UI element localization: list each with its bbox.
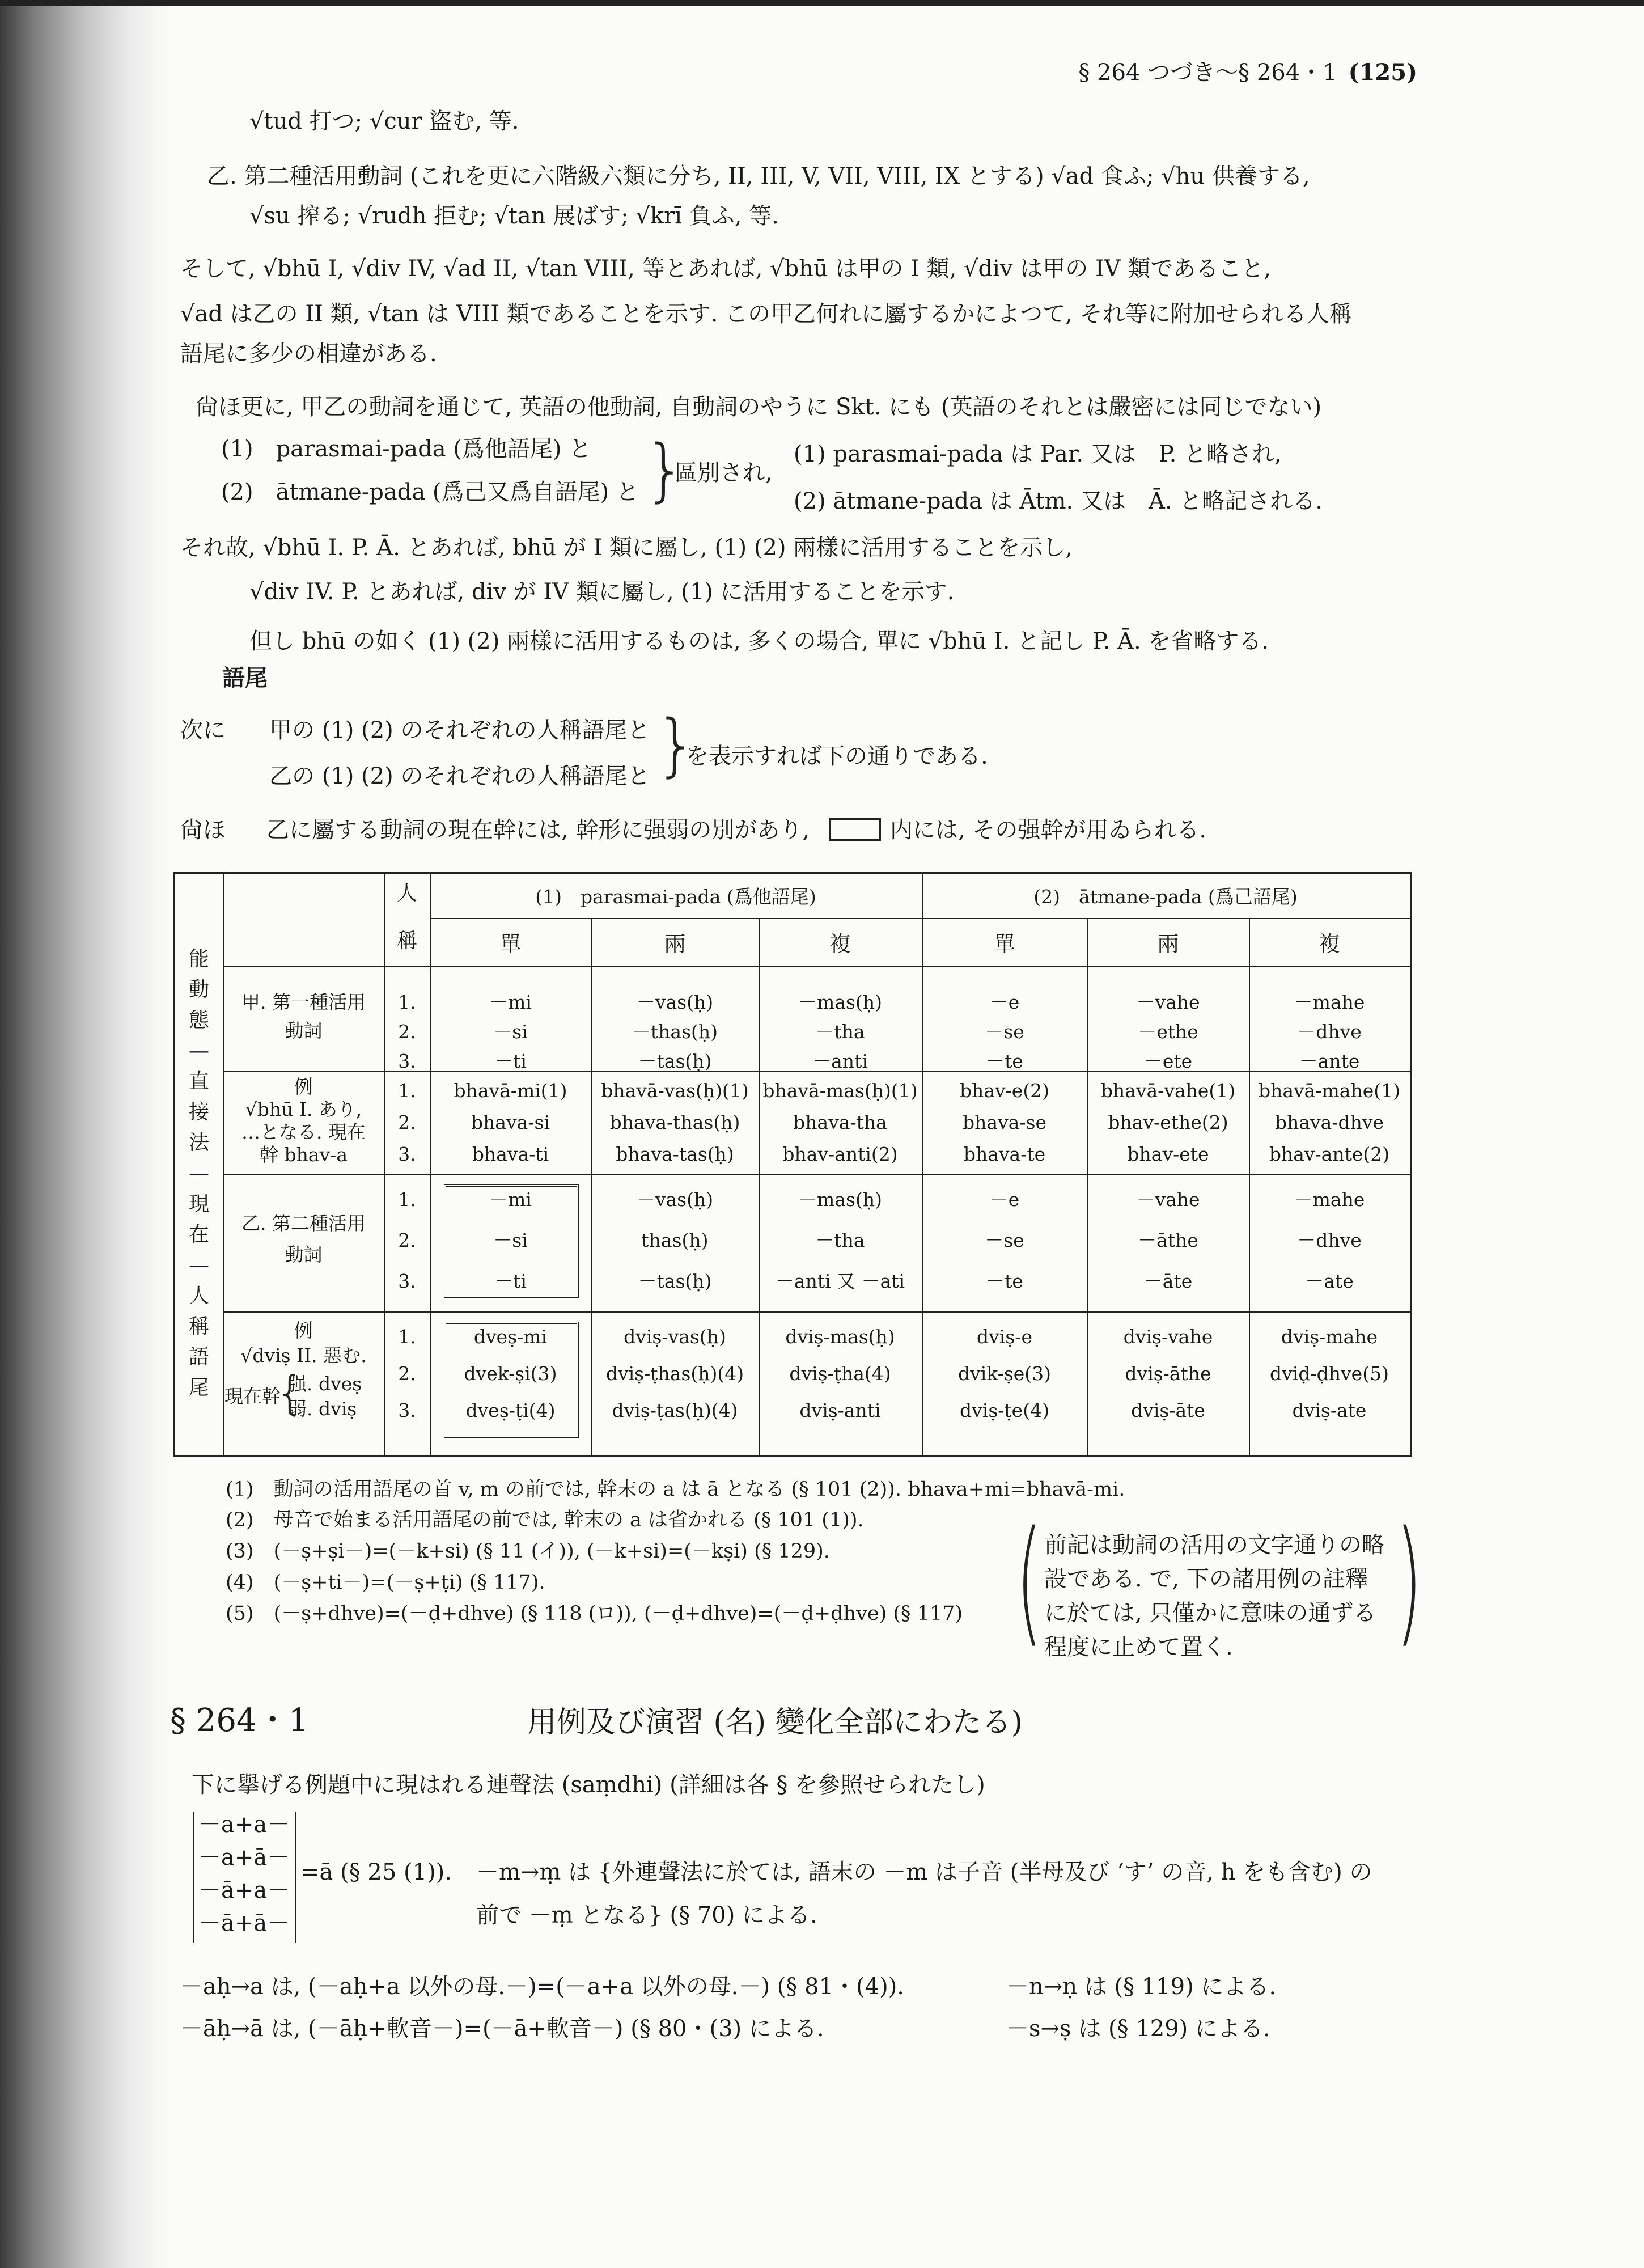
table-cell: bhava-se	[963, 1111, 1046, 1133]
table-cell: －āthe	[1138, 1229, 1198, 1251]
table-cell: dviṣ-ṭha(4)	[789, 1363, 891, 1385]
footnote: (5) (－ṣ+dhve)=(－ḍ+dhve) (§ 118 (ロ)), (－ḍ+dhve)=(－ḍ+ḍhve) (§ 117)	[226, 1602, 963, 1625]
samdhi-intro: 下に擧げる例題中に現はれる連聲法 (saṃdhi) (詳細は各 § を參照せられたし)	[192, 1772, 985, 1798]
table-cell: bhava-tas(ḥ)	[616, 1143, 734, 1165]
table-cell: －ti	[494, 1050, 527, 1072]
row-label: √dviṣ II. 惡む.	[240, 1344, 367, 1366]
top-rule	[0, 0, 1644, 6]
table-cell: thas(ḥ)	[641, 1229, 709, 1251]
person-number: 3.	[398, 1399, 416, 1421]
group-header: (2) ātmane-pada (爲己語尾)	[1033, 886, 1298, 908]
table-cell: bhava-si	[471, 1111, 550, 1133]
table-cell: －dhve	[1297, 1229, 1362, 1251]
text-line: それ故, √bhū I. P. Ā. とあれば, bhū が I 類に屬し, (1) (2) 兩樣に活用することを示し,	[180, 535, 1073, 561]
table-cell: －te	[986, 1270, 1023, 1292]
table-cell: dviḍ-ḍhve(5)	[1270, 1363, 1389, 1385]
vowel-rule: －ā+a－	[198, 1877, 290, 1903]
row-label: 現在幹	[224, 1385, 281, 1407]
table-cell: －tha	[815, 1021, 865, 1043]
header-section: § 264 つづき〜§ 264・1	[1078, 60, 1337, 86]
brace: }	[643, 431, 687, 510]
text-line: 語尾に多少の相違がある.	[180, 341, 437, 367]
side-label-char: 人	[188, 1284, 209, 1308]
table-cell: －e	[989, 1188, 1020, 1211]
table-cell: dveṣ-mi	[473, 1326, 548, 1348]
person-number: 1.	[398, 991, 416, 1013]
table-cell: －te	[986, 1050, 1023, 1072]
table-cell: －mas(ḥ)	[798, 991, 882, 1013]
table-rule	[223, 1311, 1410, 1313]
table-cell: bhava-dhve	[1274, 1111, 1384, 1133]
table-cell: bhava-tha	[793, 1111, 887, 1133]
section-title: 用例及び演習 (名) 變化全部にわたる)	[527, 1706, 1023, 1740]
side-label-char: —	[189, 1254, 209, 1277]
number-header: 單	[993, 932, 1015, 957]
footnote: (2) 母音で始まる活用語尾の前では, 幹末の a は省かれる (§ 101 (1)).	[226, 1509, 864, 1531]
brace: )	[1396, 1501, 1422, 1660]
text-line: √tud 打つ; √cur 盜む, 等.	[249, 108, 519, 134]
number-header: 單	[499, 932, 522, 957]
text-line: √ad は乙の II 類, √tan は VIII 類であることを示す. この甲乙何れに屬するかによつて, それ等に附加せられる人稱	[180, 301, 1352, 327]
table-rule	[430, 918, 1410, 919]
text-line: √div IV. P. とあれば, div が IV 類に屬し, (1) に活用することを示す.	[249, 579, 955, 605]
text-line: 乙の (1) (2) のそれぞれの人稱語尾と	[269, 763, 650, 789]
table-cell: bhavā-mahe(1)	[1258, 1080, 1400, 1102]
endings-heading: 語尾	[222, 665, 268, 691]
footnote: (4) (－ṣ+ti－)=(－ṣ+ṭi) (§ 117).	[226, 1571, 545, 1594]
table-cell: －mi	[489, 991, 532, 1013]
footnote: (1) 動詞の活用語尾の首 v, m の前では, 幹末の a は ā となる (§ 101 (2)). bhava+mi=bhavā-mi.	[226, 1478, 1125, 1501]
text-line: 内には, その强幹が用ゐられる.	[890, 817, 1207, 843]
side-label-char: 能	[188, 947, 209, 971]
note-line: 設である. で, 下の諸用例の註釋	[1044, 1566, 1368, 1592]
table-cell: －ethe	[1138, 1021, 1198, 1043]
table-cell: －ante	[1299, 1050, 1360, 1072]
table-cell: dviṣ-ṭe(4)	[960, 1399, 1049, 1421]
table-cell: －si	[493, 1229, 528, 1251]
strong-stem-box-symbol	[829, 818, 881, 841]
table-cell: bhava-ti	[472, 1143, 549, 1165]
text-line: (2) ātmane-pada (爲己又爲自語尾) と	[221, 479, 639, 505]
side-label-char: —	[189, 1039, 209, 1063]
rule-bracket	[193, 1812, 194, 1943]
text-line: 乙. 第二種活用動詞 (これを更に六階級六類に分ち, II, III, V, VII, VIII, IX とする) √ad 食ふ; √hu 供養する,	[207, 163, 1310, 189]
table-cell: bhav-e(2)	[959, 1080, 1050, 1102]
rule-line: －aḥ→a は, (－aḥ+a 以外の母.－)=(－a+a 以外の母.－) (§ 81・(4)).	[180, 1974, 905, 2000]
note-line: に於ては, 只僅かに意味の通ずる	[1044, 1600, 1376, 1626]
side-label-char: —	[189, 1162, 209, 1185]
side-label-char: 現	[188, 1192, 209, 1216]
side-label-char: 稱	[188, 1315, 209, 1338]
vowel-result: =ā (§ 25 (1)).	[300, 1859, 452, 1885]
table-cell: －tha	[815, 1229, 865, 1251]
table-cell: dviṣ-mahe	[1281, 1326, 1378, 1348]
table-cell: －vas(ḥ)	[636, 1188, 714, 1211]
text-line: を表示すれば下の通りである.	[686, 743, 988, 769]
table-cell: －si	[493, 1021, 528, 1043]
table-cell: bhava-thas(ḥ)	[609, 1111, 740, 1133]
text-line: (1) parasmai-pada は Par. 又は P. と略され,	[794, 441, 1282, 467]
conjugation-table	[173, 872, 1412, 1457]
table-rule	[223, 1174, 1410, 1175]
side-label-char: 在	[188, 1223, 209, 1246]
table-cell: dviṣ-anti	[799, 1399, 881, 1421]
row-label: √bhū I. あり,	[245, 1098, 362, 1120]
text-line: 但し bhū の如く (1) (2) 兩樣に活用するものは, 多くの場合, 單に √bhū I. と記し P. Ā. を省略する.	[249, 628, 1269, 654]
row-label: 幹 bhav-a	[259, 1144, 348, 1166]
table-cell: －ete	[1143, 1050, 1193, 1072]
row-label: 動詞	[285, 1019, 323, 1042]
table-cell: －vahe	[1136, 1188, 1200, 1211]
table-cell: bhav-ete	[1127, 1143, 1209, 1165]
group-header: (1) parasmai-pada (爲他語尾)	[535, 886, 816, 908]
brace: }	[655, 706, 698, 785]
table-cell: －mi	[489, 1188, 532, 1211]
table-cell: dviṣ-vahe	[1123, 1326, 1213, 1348]
brace: (	[1016, 1501, 1043, 1660]
table-cell: －se	[985, 1229, 1024, 1251]
table-cell: bhav-ethe(2)	[1108, 1111, 1228, 1133]
table-cell: －dhve	[1297, 1021, 1362, 1043]
number-header: 複	[829, 932, 851, 957]
row-label: 例	[294, 1076, 313, 1098]
side-label-char: 直	[188, 1070, 209, 1093]
text-line: 乙に屬する動詞の現在幹には, 幹形に强弱の別があり,	[266, 817, 810, 843]
number-header: 複	[1318, 932, 1340, 957]
table-cell: dviṣ-vas(ḥ)	[624, 1326, 726, 1348]
text-line: そして, √bhū I, √div IV, √ad II, √tan VIII, 等とあれば, √bhū は甲の I 類, √div は甲の IV 類であること,	[180, 256, 1272, 282]
rule-line: －āḥ→ā は, (－āḥ+軟音－)=(－ā+軟音－) (§ 80・(3) による.	[180, 2016, 824, 2042]
row-label: 弱. dviṣ	[288, 1398, 357, 1420]
table-cell: －mahe	[1294, 991, 1365, 1013]
person-number: 2.	[398, 1021, 416, 1043]
table-cell: dvek-ṣi(3)	[464, 1363, 557, 1385]
table-rule	[223, 966, 1410, 967]
person-number: 2.	[398, 1111, 416, 1133]
text-line: √su 搾る; √rudh 拒む; √tan 展ばす; √krī 負ふ, 等.	[249, 203, 779, 229]
person-number: 1.	[398, 1080, 416, 1102]
table-cell: dveṣ-ṭi(4)	[465, 1399, 556, 1421]
text-line: 尙ほ	[180, 817, 226, 843]
table-cell: bhavā-mi(1)	[454, 1080, 567, 1102]
table-cell: bhav-ante(2)	[1269, 1143, 1390, 1165]
m-rule: －m→ṃ は {外連聲法に於ては, 語末の －m は子音 (半母及び ‘す’ の音, h をも含む) の	[476, 1859, 1372, 1885]
table-cell: －āte	[1143, 1270, 1193, 1292]
row-label: 乙. 第二種活用	[241, 1212, 366, 1234]
vowel-rule: －ā+ā－	[198, 1910, 290, 1936]
table-cell: dviṣ-ate	[1292, 1399, 1367, 1421]
table-cell: bhav-anti(2)	[782, 1143, 898, 1165]
table-cell: dviṣ-ṭas(ḥ)(4)	[612, 1399, 738, 1421]
table-cell: dviṣ-mas(ḥ)	[785, 1326, 895, 1348]
person-number: 1.	[398, 1188, 416, 1211]
person-number: 3.	[398, 1050, 416, 1072]
vowel-rule: －a+ā－	[198, 1844, 290, 1871]
page-number: (125)	[1348, 59, 1417, 86]
scan-shadow	[0, 0, 170, 2268]
table-cell: dviṣ-āte	[1131, 1399, 1205, 1421]
table-cell: dviṣ-āthe	[1125, 1363, 1211, 1385]
person-header: 人	[396, 882, 417, 905]
table-cell: bhavā-vahe(1)	[1100, 1080, 1236, 1102]
table-cell: bhavā-vas(ḥ)(1)	[601, 1080, 749, 1102]
person-number: 1.	[398, 1326, 416, 1348]
section-number: § 264・1	[170, 1702, 309, 1739]
table-cell: bhava-te	[963, 1143, 1046, 1165]
footnote: (3) (－ṣ+ṣi－)=(－k+si) (§ 11 (イ)), (－k+si)=(－kṣi) (§ 129).	[226, 1540, 830, 1563]
table-cell: dviṣ-e	[977, 1326, 1032, 1348]
number-header: 兩	[664, 932, 686, 957]
note-line: 前記は動詞の活用の文字通りの略	[1044, 1532, 1384, 1558]
table-cell: －ate	[1305, 1270, 1354, 1292]
table-cell: －tas(ḥ)	[638, 1270, 712, 1292]
table-cell: －thas(ḥ)	[632, 1021, 718, 1043]
row-label: …となる. 現在	[241, 1121, 366, 1143]
table-cell: －se	[985, 1021, 1024, 1043]
text-line: 次に	[180, 717, 226, 743]
row-label: 例	[294, 1319, 313, 1342]
text-line: 尙ほ更に, 甲乙の動詞を通じて, 英語の他動詞, 自動詞のやうに Skt. にも (英語のそれとは嚴密には同じでない)	[196, 394, 1322, 420]
person-header: 稱	[396, 929, 417, 953]
text-line: 區別され,	[675, 460, 773, 486]
number-header: 兩	[1157, 932, 1179, 957]
table-cell: bhavā-mas(ḥ)(1)	[762, 1080, 918, 1102]
table-cell: －mahe	[1294, 1188, 1365, 1211]
side-label-char: 法	[188, 1131, 209, 1154]
m-rule: 前で －ṃ となる} (§ 70) による.	[476, 1902, 817, 1928]
side-label-char: 態	[188, 1009, 209, 1032]
text-line: (1) parasmai-pada (爲他語尾) と	[221, 436, 592, 462]
side-label	[185, 949, 213, 1408]
table-cell: dviṣ-ṭhas(ḥ)(4)	[605, 1363, 744, 1385]
person-number: 3.	[398, 1270, 416, 1292]
rule-bracket	[295, 1812, 296, 1943]
table-cell: －vas(ḥ)	[636, 991, 714, 1013]
person-number: 2.	[398, 1229, 416, 1251]
row-label: 甲. 第一種活用	[241, 991, 366, 1013]
person-number: 2.	[398, 1363, 416, 1385]
note-line: 程度に止めて置く.	[1044, 1634, 1233, 1660]
row-label: 動詞	[285, 1243, 323, 1266]
side-label-char: 接	[188, 1101, 209, 1124]
table-cell: －ti	[494, 1270, 527, 1292]
table-cell: －mas(ḥ)	[798, 1188, 882, 1211]
side-label-char: 動	[188, 978, 209, 1001]
brace: {	[276, 1366, 304, 1419]
table-cell: dvik-ṣe(3)	[957, 1363, 1052, 1385]
side-label-char: 尾	[188, 1376, 209, 1399]
row-label: 强. dveṣ	[288, 1373, 362, 1395]
table-cell: －vahe	[1136, 991, 1200, 1013]
text-line: 甲の (1) (2) のそれぞれの人稱語尾と	[269, 717, 650, 743]
table-cell: －e	[989, 991, 1020, 1013]
person-number: 3.	[398, 1143, 416, 1165]
running-header	[1078, 54, 1417, 87]
vowel-rule: －a+a－	[198, 1812, 290, 1838]
side-label-char: 語	[188, 1345, 209, 1369]
table-cell: －anti	[812, 1050, 868, 1072]
rule-line: －s→ṣ は (§ 129) による.	[1006, 2016, 1270, 2042]
table-cell: －anti 又 －ati	[775, 1270, 905, 1292]
rule-line: －n→ṇ は (§ 119) による.	[1006, 1974, 1277, 2000]
table-cell: －tas(ḥ)	[638, 1050, 712, 1072]
text-line: (2) ātmane-pada は Ātm. 又は Ā. と略記される.	[794, 488, 1323, 514]
